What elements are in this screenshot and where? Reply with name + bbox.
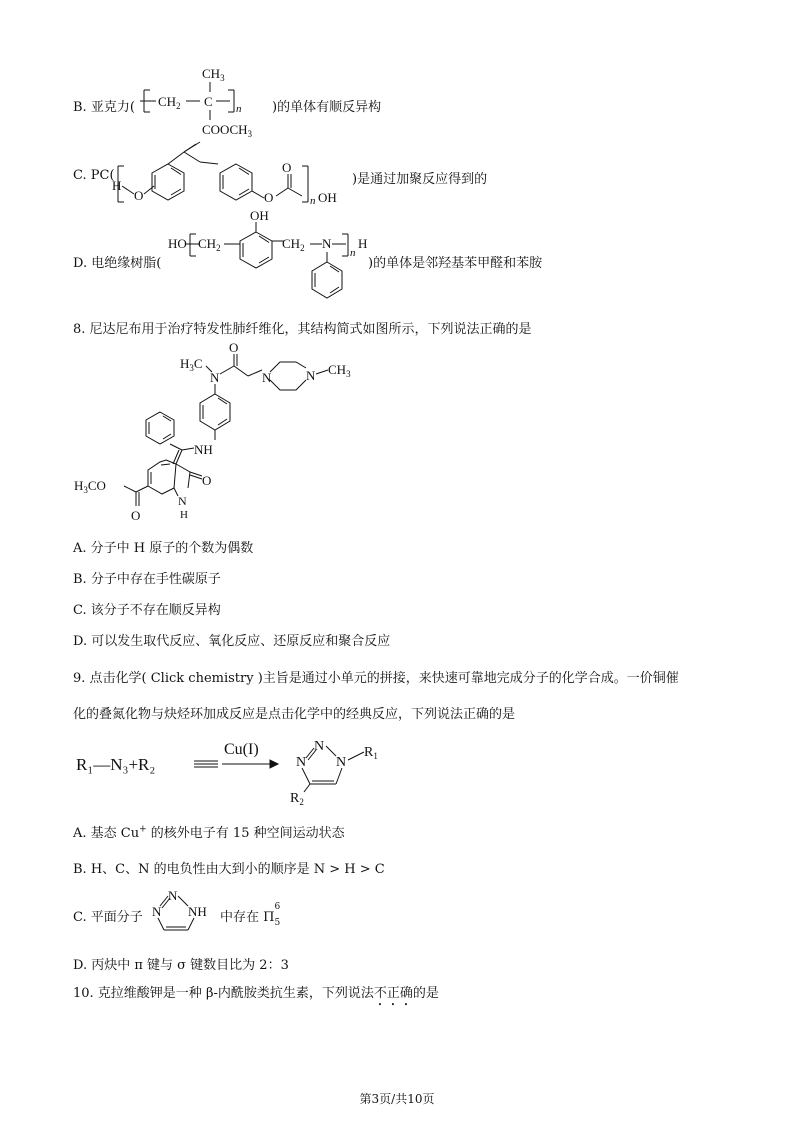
page-footer: 第3页/共10页 — [359, 1092, 435, 1106]
svg-text:OH: OH — [250, 208, 269, 223]
svg-text:n: n — [310, 195, 316, 207]
click-reaction-scheme — [74, 732, 394, 807]
emphasized-text: 不正确 — [373, 986, 413, 1001]
svg-text:HO: HO — [168, 236, 187, 251]
q7-option-c-prefix: C. PC( — [73, 168, 115, 183]
q9-stem-line2: 化的叠氮化物与炔烃环加成反应是点击化学中的经典反应，下列说法正确的是 — [73, 707, 516, 722]
svg-text:O: O — [131, 508, 141, 523]
q9-option-a: A. 基态 Cu+ 的核外电子有 15 种空间运动状态 — [73, 824, 345, 841]
svg-text:H3C: $H_3C$ — [180, 356, 203, 373]
q8-option-c: C. 该分子不存在顺反异构 — [73, 603, 221, 618]
svg-text:N: N — [262, 370, 272, 385]
svg-text:NH: NH — [194, 442, 213, 457]
q9-option-d: D. 丙炔中 π 键与 σ 键数目比为 2：3 — [73, 958, 289, 973]
svg-text:OH: OH — [318, 190, 337, 205]
q7-option-c-suffix: )是通过加聚反应得到的 — [352, 172, 488, 187]
q9-stem-line1: 9. 点击化学( Click chemistry )主旨是通过小单元的拼接，来快速可靠地完成分子的化学合成。一价铜催 — [73, 671, 679, 686]
acrylic-polymer-structure — [138, 62, 278, 142]
ch2-label: $CH_2$ — [158, 94, 181, 111]
svg-text:R1: $R_1$ — [364, 745, 378, 761]
svg-text:N: N — [306, 368, 316, 383]
svg-text:H: H — [112, 178, 122, 193]
q7-option-d-prefix: D. 电绝缘树脂( — [73, 256, 162, 271]
svg-text:R2: $R_2$ — [290, 791, 304, 807]
repeat-n-label: n — [236, 103, 242, 115]
ester-label: $COOCH_3$ — [202, 122, 253, 139]
methyl-label: $CH_3$ — [202, 66, 225, 83]
q8-option-d: D. 可以发生取代反应、氧化反应、还原反应和聚合反应 — [73, 634, 391, 649]
triazole-structure — [150, 888, 220, 934]
nintedanib-structure — [70, 340, 370, 530]
svg-text:CH2: $CH_2$ — [198, 236, 221, 253]
svg-text:N: N — [168, 888, 178, 903]
svg-text:N: N — [322, 236, 332, 251]
svg-text:O: O — [282, 160, 292, 175]
polycarbonate-structure — [108, 138, 358, 214]
q8-stem: 8. 尼达尼布用于治疗特发性肺纤维化，其结构简式如图所示，下列说法正确的是 — [73, 322, 532, 337]
svg-text:N: N — [336, 755, 347, 770]
svg-text:H3CO: $H_3CO$ — [74, 478, 106, 495]
svg-text:CH2: $CH_2$ — [282, 236, 305, 253]
svg-text:O: O — [264, 190, 274, 205]
q9-option-c: C. 平面分子 — [73, 910, 143, 925]
q10-stem: 10. 克拉维酸钾是一种 β-内酰胺类抗生素，下列说法不正确的是 — [73, 986, 439, 1001]
svg-text:O: O — [229, 340, 239, 355]
svg-text:N: N — [314, 739, 325, 754]
svg-text:H: H — [358, 236, 368, 251]
q7-option-d-suffix: )的单体是邻羟基苯甲醛和苯胺 — [368, 256, 543, 271]
svg-text:CH3: $CH_3$ — [328, 362, 351, 379]
svg-text:N: N — [296, 755, 307, 770]
insulating-resin-structure — [164, 206, 374, 302]
reactants-label: R₁—N₃+R₂ — [76, 755, 156, 774]
svg-text:N: N — [178, 494, 187, 508]
q7-option-b-prefix: B. 亚克力( — [73, 100, 135, 115]
svg-text:NH: NH — [188, 904, 207, 919]
q8-option-b: B. 分子中存在手性碳原子 — [73, 572, 221, 587]
q9-option-c-tail: 中存在 Π 6 5 — [220, 902, 281, 928]
svg-text:H: H — [180, 509, 188, 521]
carbon-label: C — [204, 94, 213, 109]
svg-text:O: O — [134, 188, 144, 203]
svg-text:N: N — [152, 904, 162, 919]
q8-option-a: A. 分子中 H 原子的个数为偶数 — [73, 541, 254, 556]
svg-text:N: N — [210, 370, 220, 385]
q9-option-b: B. H、C、N 的电负性由大到小的顺序是 N > H > C — [73, 862, 385, 877]
svg-text:O: O — [202, 473, 212, 488]
catalyst-label: Cu(I) — [224, 741, 259, 758]
q7-option-b-suffix: )的单体有顺反异构 — [272, 100, 382, 115]
svg-text:n: n — [350, 247, 356, 259]
